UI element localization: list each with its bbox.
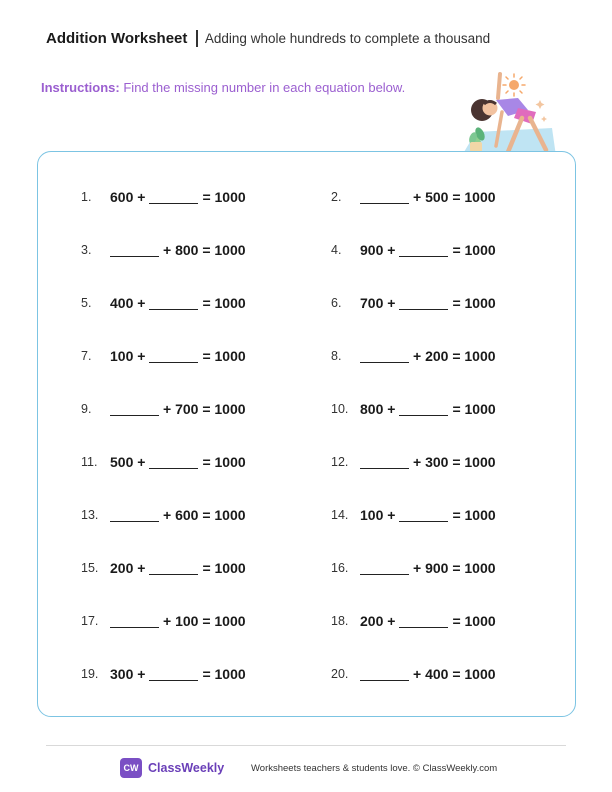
problem-14 xyxy=(331,504,496,526)
problems-panel xyxy=(37,151,576,717)
answer-blank[interactable] xyxy=(360,668,409,681)
problem-number: 16. xyxy=(331,561,349,575)
problem-equation xyxy=(110,295,246,311)
problem-number: 1. xyxy=(81,190,92,204)
answer-blank[interactable] xyxy=(399,615,448,628)
answer-blank[interactable] xyxy=(149,562,198,575)
problem-number: 3. xyxy=(81,243,92,257)
problem-equation xyxy=(110,666,246,682)
answer-blank[interactable] xyxy=(360,350,409,363)
problem-number: 13. xyxy=(81,508,99,522)
answer-blank[interactable] xyxy=(360,191,409,204)
answer-blank[interactable] xyxy=(110,615,159,628)
equation-left-operand: 300 + xyxy=(110,666,146,682)
worksheet-title: Addition Worksheet xyxy=(46,29,188,47)
title-divider xyxy=(196,30,198,47)
instructions-label: Instructions: xyxy=(41,80,120,95)
answer-blank[interactable] xyxy=(110,403,159,416)
equation-right-side: + 500 = 1000 xyxy=(413,189,496,205)
equation-right-side: = 1000 xyxy=(202,189,246,205)
problem-1 xyxy=(81,186,246,208)
problem-number: 18. xyxy=(331,614,349,628)
problem-equation xyxy=(360,454,496,470)
equation-left-operand: 100 + xyxy=(110,348,146,364)
problem-equation xyxy=(360,560,496,576)
instructions-text: Find the missing number in each equation below. xyxy=(123,80,406,95)
answer-blank[interactable] xyxy=(399,509,448,522)
problem-equation xyxy=(360,613,496,629)
problem-equation xyxy=(360,348,496,364)
problem-number: 14. xyxy=(331,508,349,522)
answer-blank[interactable] xyxy=(110,244,159,257)
equation-left-operand: 400 + xyxy=(110,295,146,311)
equation-right-side: + 300 = 1000 xyxy=(413,454,496,470)
problem-number: 11. xyxy=(81,455,98,469)
equation-right-side: = 1000 xyxy=(202,295,246,311)
problem-number: 8. xyxy=(331,349,342,363)
equation-right-side: = 1000 xyxy=(452,613,496,629)
problem-10 xyxy=(331,398,496,420)
equation-left-operand: 200 + xyxy=(110,560,146,576)
problem-equation xyxy=(110,189,246,205)
equation-right-side: = 1000 xyxy=(452,295,496,311)
equation-right-side: + 400 = 1000 xyxy=(413,666,496,682)
classweekly-logo: CW xyxy=(120,758,142,778)
answer-blank[interactable] xyxy=(149,350,198,363)
worksheet-subtitle: Adding whole hundreds to complete a thousand xyxy=(204,30,491,46)
problem-equation xyxy=(360,401,496,417)
worksheet-header xyxy=(46,27,490,49)
problem-number: 7. xyxy=(81,349,92,363)
problem-11 xyxy=(81,451,246,473)
problem-number: 20. xyxy=(331,667,349,681)
problem-equation xyxy=(110,348,246,364)
answer-blank[interactable] xyxy=(110,509,159,522)
answer-blank[interactable] xyxy=(360,562,409,575)
equation-right-side: + 800 = 1000 xyxy=(163,242,246,258)
equation-right-side: = 1000 xyxy=(452,242,496,258)
problem-12 xyxy=(331,451,496,473)
problem-number: 5. xyxy=(81,296,92,310)
problem-number: 6. xyxy=(331,296,342,310)
equation-right-side: + 600 = 1000 xyxy=(163,507,246,523)
problem-equation xyxy=(110,613,246,629)
answer-blank[interactable] xyxy=(399,403,448,416)
brand-name: ClassWeekly xyxy=(148,761,225,775)
problem-equation xyxy=(110,560,246,576)
equation-right-side: + 100 = 1000 xyxy=(163,613,246,629)
problem-19 xyxy=(81,663,246,685)
problem-7 xyxy=(81,345,246,367)
answer-blank[interactable] xyxy=(360,456,409,469)
problem-8 xyxy=(331,345,496,367)
footer-tagline: Worksheets teachers & students love. © ClassWeekly.com xyxy=(251,763,498,774)
problem-equation xyxy=(360,189,496,205)
equation-left-operand: 800 + xyxy=(360,401,396,417)
equation-left-operand: 500 + xyxy=(110,454,146,470)
answer-blank[interactable] xyxy=(149,456,198,469)
equation-left-operand: 100 + xyxy=(360,507,396,523)
problem-number: 4. xyxy=(331,243,342,257)
problem-equation xyxy=(360,507,496,523)
answer-blank[interactable] xyxy=(149,297,198,310)
problem-number: 19. xyxy=(81,667,99,681)
problem-number: 17. xyxy=(81,614,99,628)
problem-16 xyxy=(331,557,496,579)
problem-3 xyxy=(81,239,246,261)
equation-right-side: = 1000 xyxy=(202,666,246,682)
problem-equation xyxy=(110,507,246,523)
problem-20 xyxy=(331,663,496,685)
problem-equation xyxy=(110,242,246,258)
equation-left-operand: 600 + xyxy=(110,189,146,205)
instructions xyxy=(41,80,405,95)
problem-equation xyxy=(110,401,246,417)
problem-5 xyxy=(81,292,246,314)
problem-number: 2. xyxy=(331,190,342,204)
equation-right-side: = 1000 xyxy=(452,401,496,417)
problem-equation xyxy=(360,666,496,682)
problem-number: 9. xyxy=(81,402,92,416)
problem-15 xyxy=(81,557,246,579)
problem-equation xyxy=(110,454,246,470)
answer-blank[interactable] xyxy=(399,297,448,310)
equation-right-side: = 1000 xyxy=(202,454,246,470)
problem-17 xyxy=(81,610,246,632)
equation-right-side: = 1000 xyxy=(452,507,496,523)
equation-right-side: = 1000 xyxy=(202,348,246,364)
yoga-girl-illustration xyxy=(456,68,556,160)
problem-4 xyxy=(331,239,496,261)
problem-number: 10. xyxy=(331,402,349,416)
equation-right-side: + 200 = 1000 xyxy=(413,348,496,364)
equation-left-operand: 700 + xyxy=(360,295,396,311)
problem-6 xyxy=(331,292,496,314)
problem-18 xyxy=(331,610,496,632)
equation-right-side: + 900 = 1000 xyxy=(413,560,496,576)
answer-blank[interactable] xyxy=(399,244,448,257)
equation-left-operand: 900 + xyxy=(360,242,396,258)
answer-blank[interactable] xyxy=(149,668,198,681)
problem-number: 15. xyxy=(81,561,99,575)
sun-icon xyxy=(503,74,525,96)
equation-right-side: + 700 = 1000 xyxy=(163,401,246,417)
equation-right-side: = 1000 xyxy=(202,560,246,576)
problem-2 xyxy=(331,186,496,208)
problem-equation xyxy=(360,295,496,311)
answer-blank[interactable] xyxy=(149,191,198,204)
problem-13 xyxy=(81,504,246,526)
problem-number: 12. xyxy=(331,455,349,469)
problem-9 xyxy=(81,398,246,420)
footer-divider xyxy=(46,745,566,746)
problem-equation xyxy=(360,242,496,258)
equation-left-operand: 200 + xyxy=(360,613,396,629)
